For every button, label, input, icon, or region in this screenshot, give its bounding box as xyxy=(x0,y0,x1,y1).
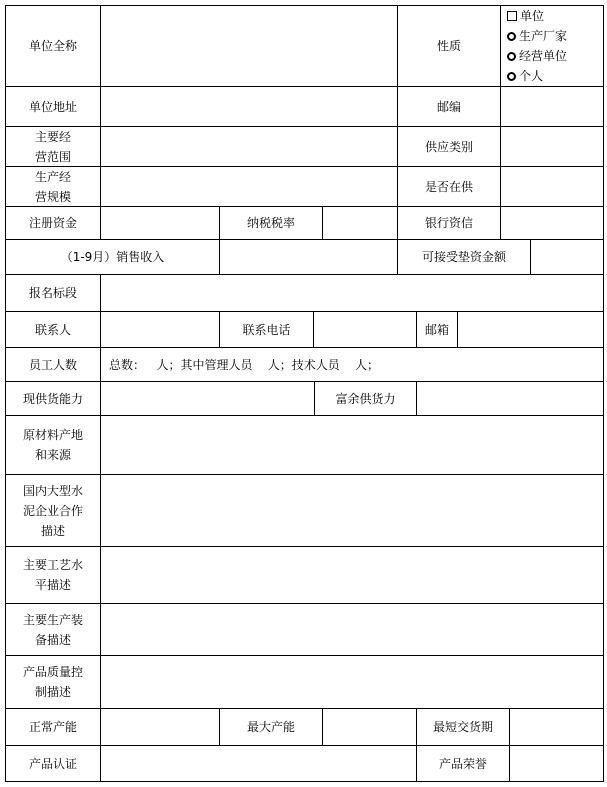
staff-field[interactable]: 总数： 人；其中管理人员 人；技术人员 人； xyxy=(100,347,604,382)
delivery-label: 最短交货期 xyxy=(416,708,510,746)
current-supply-label: 现供货能力 xyxy=(5,381,101,416)
radio-icon xyxy=(507,72,516,81)
cement-coop-field[interactable] xyxy=(100,474,604,547)
nature-label: 性质 xyxy=(397,5,501,87)
email-label: 邮箱 xyxy=(416,311,458,348)
certification-field[interactable] xyxy=(100,745,417,782)
max-capacity-label: 最大产能 xyxy=(219,708,323,746)
radio-icon xyxy=(507,32,516,41)
registered-capital-label: 注册资金 xyxy=(5,206,101,240)
phone-label: 联系电话 xyxy=(219,311,314,348)
bank-credit-field[interactable] xyxy=(500,206,604,240)
production-scale-field[interactable] xyxy=(100,166,398,207)
phone-field[interactable] xyxy=(313,311,417,348)
process-field[interactable] xyxy=(100,546,604,604)
tax-rate-field[interactable] xyxy=(322,206,398,240)
checkbox-icon xyxy=(507,11,517,21)
equipment-label: 主要生产装备描述 xyxy=(5,603,101,656)
business-scope-label: 主要经营范围 xyxy=(5,126,101,167)
normal-capacity-label: 正常产能 xyxy=(5,708,101,746)
business-scope-field[interactable] xyxy=(100,126,398,167)
raw-material-label: 原材料产地和来源 xyxy=(5,415,101,475)
email-field[interactable] xyxy=(457,311,604,348)
advance-amount-field[interactable] xyxy=(530,239,604,275)
sales-income-field[interactable] xyxy=(219,239,398,275)
address-field[interactable] xyxy=(100,86,398,127)
unit-name-field[interactable] xyxy=(100,5,398,87)
radio-icon xyxy=(507,52,516,61)
nature-options xyxy=(500,5,604,87)
delivery-field[interactable] xyxy=(509,708,604,746)
in-supply-field[interactable] xyxy=(500,166,604,207)
normal-capacity-field[interactable] xyxy=(100,708,220,746)
in-supply-label: 是否在供 xyxy=(397,166,501,207)
surplus-supply-field[interactable] xyxy=(416,381,604,416)
nature-option-unit[interactable]: 单位 xyxy=(507,6,544,26)
address-label: 单位地址 xyxy=(5,86,101,127)
nature-option-manufacturer[interactable]: 生产厂家 xyxy=(507,26,567,46)
sales-income-label: （1-9月）销售收入 xyxy=(5,239,220,275)
registered-capital-field[interactable] xyxy=(100,206,220,240)
nature-option-individual[interactable]: 个人 xyxy=(507,66,543,86)
advance-amount-label: 可接受垫资金额 xyxy=(397,239,531,275)
certification-label: 产品认证 xyxy=(5,745,101,782)
production-scale-label: 生产经营规模 xyxy=(5,166,101,207)
bank-credit-label: 银行资信 xyxy=(397,206,501,240)
tax-rate-label: 纳税税率 xyxy=(219,206,323,240)
supply-category-label: 供应类别 xyxy=(397,126,501,167)
cement-coop-label: 国内大型水泥企业合作描述 xyxy=(5,474,101,547)
honor-field[interactable] xyxy=(509,745,604,782)
honor-label: 产品荣誉 xyxy=(416,745,510,782)
raw-material-field[interactable] xyxy=(100,415,604,475)
postcode-field[interactable] xyxy=(500,86,604,127)
quality-field[interactable] xyxy=(100,655,604,709)
contact-field[interactable] xyxy=(100,311,220,348)
current-supply-field[interactable] xyxy=(100,381,315,416)
bid-section-field[interactable] xyxy=(100,274,604,312)
unit-name-label: 单位全称 xyxy=(5,5,101,87)
supply-category-field[interactable] xyxy=(500,126,604,167)
nature-option-dealer[interactable]: 经营单位 xyxy=(507,46,567,66)
staff-label: 员工人数 xyxy=(5,347,101,382)
bid-section-label: 报名标段 xyxy=(5,274,101,312)
max-capacity-field[interactable] xyxy=(322,708,417,746)
equipment-field[interactable] xyxy=(100,603,604,656)
quality-label: 产品质量控制描述 xyxy=(5,655,101,709)
surplus-supply-label: 富余供货力 xyxy=(314,381,417,416)
process-label: 主要工艺水平描述 xyxy=(5,546,101,604)
postcode-label: 邮编 xyxy=(397,86,501,127)
contact-label: 联系人 xyxy=(5,311,101,348)
